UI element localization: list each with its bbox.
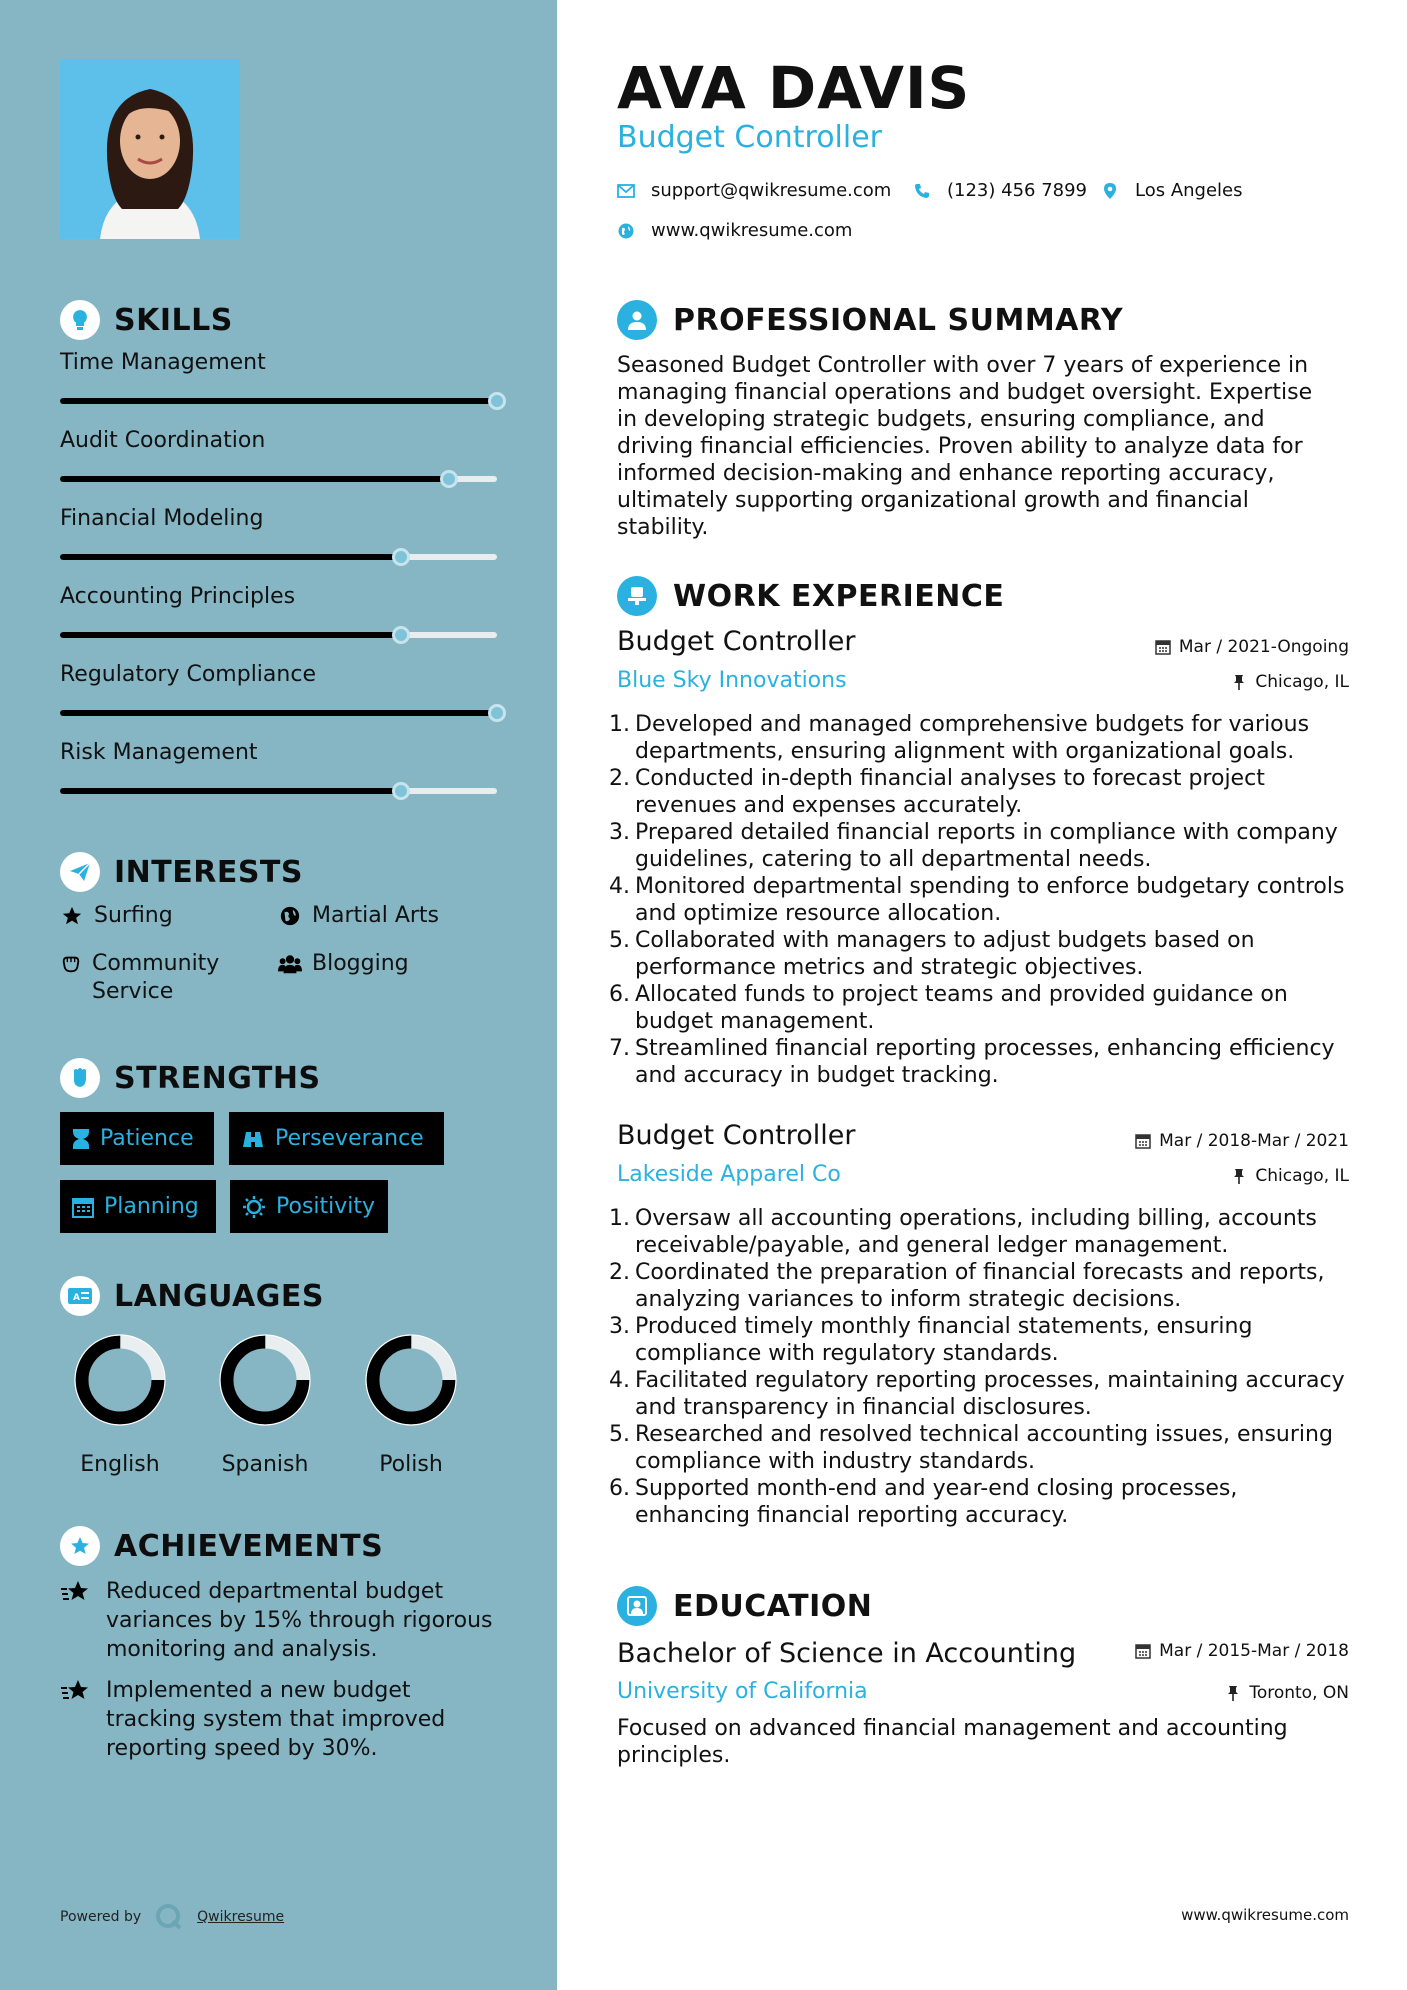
skill-bar-knob bbox=[488, 392, 506, 410]
binoculars-icon bbox=[241, 1129, 265, 1149]
language-ring bbox=[359, 1328, 463, 1432]
achievements-title: ACHIEVEMENTS bbox=[114, 1528, 384, 1564]
hand-icon bbox=[60, 950, 82, 978]
interest-label: Martial Arts bbox=[312, 903, 440, 928]
contact-email bbox=[617, 180, 891, 201]
achievements-heading bbox=[60, 1526, 383, 1566]
phone-text[interactable]: (123) 456 7899 bbox=[947, 180, 1088, 201]
language-label: Polish bbox=[379, 1452, 443, 1477]
powered-by-label: Powered by bbox=[60, 1909, 142, 1925]
calendar-icon bbox=[72, 1196, 94, 1218]
duty-text: Allocated funds to project teams and provided guidance on budget management. bbox=[635, 982, 1288, 1034]
language-item bbox=[60, 1328, 180, 1477]
summary-title: PROFESSIONAL SUMMARY bbox=[673, 302, 1124, 338]
skill-bar-knob bbox=[392, 782, 410, 800]
job-dates-text: Mar / 2018-Mar / 2021 bbox=[1159, 1131, 1349, 1151]
duty-number: 3. bbox=[609, 1314, 630, 1339]
duty-number: 2. bbox=[609, 1260, 630, 1285]
language-card-icon bbox=[60, 1276, 100, 1316]
skill-bar-knob bbox=[392, 548, 410, 566]
qwikresume-link[interactable]: Qwikresume bbox=[197, 1909, 285, 1925]
skill-item bbox=[60, 662, 500, 740]
skill-bar-fill bbox=[60, 398, 497, 404]
strength-badge bbox=[60, 1112, 214, 1165]
education-title: EDUCATION bbox=[673, 1588, 873, 1624]
duty-item bbox=[609, 873, 1357, 927]
strength-badge bbox=[230, 1180, 388, 1233]
duty-text: Facilitated regulatory reporting processes, maintaining accuracy and transparency in financial disclosures. bbox=[635, 1368, 1345, 1420]
skill-bar-knob bbox=[440, 470, 458, 488]
experience-title: WORK EXPERIENCE bbox=[673, 578, 1005, 614]
job-company: Blue Sky Innovations bbox=[617, 668, 847, 693]
duty-number: 3. bbox=[609, 820, 630, 845]
duty-number: 1. bbox=[609, 1206, 630, 1231]
contact-website bbox=[617, 220, 852, 241]
duty-text: Coordinated the preparation of financial forecasts and reports, analyzing variances to inform strategic decisions. bbox=[635, 1260, 1325, 1312]
skills-title: SKILLS bbox=[114, 302, 233, 338]
job-duties bbox=[609, 711, 1357, 1089]
duty-number: 4. bbox=[609, 874, 630, 899]
strength-badge bbox=[60, 1180, 216, 1233]
strengths-title: STRENGTHS bbox=[114, 1060, 321, 1096]
duty-number: 6. bbox=[609, 982, 630, 1007]
duty-text: Conducted in-depth financial analyses to forecast project revenues and expenses accurately. bbox=[635, 766, 1265, 818]
shooting-star-icon bbox=[60, 1577, 92, 1607]
skill-label: Financial Modeling bbox=[60, 506, 264, 531]
strength-label: Positivity bbox=[276, 1194, 376, 1219]
location-text: Los Angeles bbox=[1135, 180, 1243, 201]
website-text[interactable]: www.qwikresume.com bbox=[651, 220, 853, 241]
strength-label: Perseverance bbox=[275, 1126, 424, 1151]
duty-item bbox=[609, 765, 1357, 819]
strength-badge bbox=[229, 1112, 444, 1165]
skill-label: Risk Management bbox=[60, 740, 258, 765]
job-dates bbox=[1155, 637, 1349, 657]
calendar-icon bbox=[1135, 1643, 1151, 1659]
duty-item bbox=[609, 1367, 1357, 1421]
users-icon bbox=[278, 950, 302, 978]
strength-label: Planning bbox=[104, 1194, 199, 1219]
duty-number: 5. bbox=[609, 1422, 630, 1447]
duty-text: Streamlined financial reporting processes, enhancing efficiency and accuracy in budget tracking. bbox=[635, 1036, 1335, 1088]
qwikresume-logo-icon bbox=[155, 1903, 183, 1931]
skill-bar-fill bbox=[60, 710, 497, 716]
phone-icon bbox=[913, 182, 931, 200]
skill-bar-knob bbox=[488, 704, 506, 722]
globe-icon bbox=[617, 222, 635, 240]
pushpin-icon bbox=[1231, 674, 1247, 690]
interest-label: Surfing bbox=[94, 903, 173, 928]
interest-item bbox=[278, 902, 439, 930]
skill-bar-fill bbox=[60, 788, 401, 794]
skill-bar bbox=[60, 632, 497, 638]
job-title: Budget Controller bbox=[617, 1120, 856, 1151]
skill-item bbox=[60, 740, 500, 818]
skill-bar bbox=[60, 398, 497, 404]
job-location-text: Chicago, IL bbox=[1255, 1166, 1349, 1186]
profile-photo bbox=[60, 59, 240, 239]
briefcase-icon bbox=[617, 576, 657, 616]
graduate-icon bbox=[617, 1586, 657, 1626]
duty-item bbox=[609, 1205, 1357, 1259]
skill-item bbox=[60, 428, 500, 506]
fist-icon bbox=[60, 1058, 100, 1098]
experience-heading bbox=[617, 576, 1004, 616]
globe-icon bbox=[278, 902, 302, 930]
interest-item bbox=[60, 950, 260, 1006]
duty-item bbox=[609, 1421, 1357, 1475]
job-dates bbox=[1135, 1131, 1349, 1151]
duty-number: 4. bbox=[609, 1368, 630, 1393]
skill-bar bbox=[60, 476, 497, 482]
duty-item bbox=[609, 711, 1357, 765]
email-text[interactable]: support@qwikresume.com bbox=[651, 180, 892, 201]
languages-title: LANGUAGES bbox=[114, 1278, 324, 1314]
star-icon bbox=[60, 902, 84, 930]
skill-item bbox=[60, 350, 500, 428]
contact-phone bbox=[913, 180, 1087, 201]
job-location bbox=[1231, 1166, 1349, 1186]
footer-url[interactable]: www.qwikresume.com bbox=[1181, 1906, 1349, 1924]
skill-label: Regulatory Compliance bbox=[60, 662, 316, 687]
skill-item bbox=[60, 506, 500, 584]
education-location bbox=[1225, 1683, 1349, 1703]
skill-bar bbox=[60, 788, 497, 794]
map-pin-icon bbox=[1101, 182, 1119, 200]
skill-label: Accounting Principles bbox=[60, 584, 296, 609]
contact-location bbox=[1101, 180, 1243, 201]
candidate-name: AVA DAVIS bbox=[617, 54, 971, 122]
language-label: English bbox=[80, 1452, 160, 1477]
language-ring bbox=[213, 1328, 317, 1432]
interests-title: INTERESTS bbox=[114, 854, 303, 890]
skill-bar-fill bbox=[60, 476, 449, 482]
user-icon bbox=[617, 300, 657, 340]
duty-text: Monitored departmental spending to enforce budgetary controls and optimize resource allocation. bbox=[635, 874, 1345, 926]
duty-text: Researched and resolved technical accounting issues, ensuring compliance with industry standards. bbox=[635, 1422, 1333, 1474]
strengths-heading bbox=[60, 1058, 321, 1098]
education-location-text: Toronto, ON bbox=[1249, 1683, 1349, 1703]
skill-bar-knob bbox=[392, 626, 410, 644]
duty-number: 7. bbox=[609, 1036, 630, 1061]
interest-label: Community Service bbox=[92, 951, 220, 1004]
duty-item bbox=[609, 819, 1357, 873]
duty-number: 5. bbox=[609, 928, 630, 953]
duty-text: Produced timely monthly financial statements, ensuring compliance with regulatory standards. bbox=[635, 1314, 1253, 1366]
language-label: Spanish bbox=[221, 1452, 309, 1477]
strength-label: Patience bbox=[100, 1126, 194, 1151]
calendar-icon bbox=[1135, 1133, 1151, 1149]
hourglass-icon bbox=[72, 1128, 90, 1150]
svg-text:A: A bbox=[73, 1293, 80, 1303]
achievement-item bbox=[60, 1577, 500, 1664]
language-ring bbox=[68, 1328, 172, 1432]
job-title: Budget Controller bbox=[617, 626, 856, 657]
calendar-icon bbox=[1155, 639, 1171, 655]
education-heading bbox=[617, 1586, 872, 1626]
job-company: Lakeside Apparel Co bbox=[617, 1162, 841, 1187]
duty-text: Collaborated with managers to adjust budgets based on performance metrics and strategic objectives. bbox=[635, 928, 1255, 980]
job-dates-text: Mar / 2021-Ongoing bbox=[1178, 637, 1349, 657]
award-star-icon bbox=[60, 1526, 100, 1566]
lightbulb-icon bbox=[60, 300, 100, 340]
skill-item bbox=[60, 584, 500, 662]
achievement-text: Reduced departmental budget variances by 15% through rigorous monitoring and analysis. bbox=[106, 1579, 493, 1662]
job-duties bbox=[609, 1205, 1357, 1529]
duty-number: 6. bbox=[609, 1476, 630, 1501]
shooting-star-icon bbox=[60, 1676, 92, 1706]
skills-list bbox=[60, 350, 500, 818]
skill-bar-fill bbox=[60, 632, 401, 638]
interest-item bbox=[60, 902, 173, 930]
degree-title: Bachelor of Science in Accounting bbox=[617, 1638, 1077, 1669]
language-item bbox=[351, 1328, 471, 1477]
language-item bbox=[205, 1328, 325, 1477]
duty-number: 2. bbox=[609, 766, 630, 791]
candidate-role: Budget Controller bbox=[617, 120, 883, 155]
education-dates bbox=[1135, 1641, 1349, 1661]
duty-item bbox=[609, 981, 1357, 1035]
main-content bbox=[557, 0, 1407, 1990]
interest-item bbox=[278, 950, 409, 978]
summary-heading bbox=[617, 300, 1123, 340]
duty-text: Developed and managed comprehensive budgets for various departments, ensuring alignment with organizational goals. bbox=[635, 712, 1310, 764]
achievement-item bbox=[60, 1676, 500, 1763]
interest-label: Blogging bbox=[312, 951, 409, 976]
duty-number: 1. bbox=[609, 712, 630, 737]
skill-bar bbox=[60, 554, 497, 560]
education-description: Focused on advanced financial management and accounting principles. bbox=[617, 1716, 1288, 1768]
skill-label: Audit Coordination bbox=[60, 428, 266, 453]
sidebar bbox=[0, 0, 557, 1990]
paper-plane-icon bbox=[60, 852, 100, 892]
sun-icon bbox=[242, 1195, 266, 1219]
duty-text: Supported month-end and year-end closing processes, enhancing financial reporting accuracy. bbox=[635, 1476, 1238, 1528]
interests-heading bbox=[60, 852, 303, 892]
languages-heading bbox=[60, 1276, 324, 1316]
pushpin-icon bbox=[1225, 1685, 1241, 1701]
duty-item bbox=[609, 927, 1357, 981]
skills-heading bbox=[60, 300, 233, 340]
duty-item bbox=[609, 1475, 1357, 1529]
pushpin-icon bbox=[1231, 1168, 1247, 1184]
skill-bar bbox=[60, 710, 497, 716]
skill-label: Time Management bbox=[60, 350, 266, 375]
duty-text: Oversaw all accounting operations, including billing, accounts receivable/payable, and general ledger management. bbox=[635, 1206, 1317, 1258]
achievement-text: Implemented a new budget tracking system that improved reporting speed by 30%. bbox=[106, 1678, 446, 1761]
school-name: University of California bbox=[617, 1679, 868, 1704]
duty-item bbox=[609, 1313, 1357, 1367]
education-dates-text: Mar / 2015-Mar / 2018 bbox=[1159, 1641, 1349, 1661]
job-location bbox=[1231, 672, 1349, 692]
duty-text: Prepared detailed financial reports in compliance with company guidelines, catering to all departmental needs. bbox=[635, 820, 1338, 872]
envelope-icon bbox=[617, 182, 635, 200]
powered-by bbox=[60, 1903, 284, 1931]
skill-bar-fill bbox=[60, 554, 401, 560]
duty-item bbox=[609, 1035, 1357, 1089]
job-location-text: Chicago, IL bbox=[1255, 672, 1349, 692]
summary-text: Seasoned Budget Controller with over 7 years of experience in managing financial operations and budget oversight. Expertise in developing strategic budgets, ensuring compliance, and driving financial efficiencies. Proven ability to analyze data for informed decision-making and enhance reporting accuracy, ultimately supporting organizational growth and financial stability. bbox=[617, 353, 1313, 540]
duty-item bbox=[609, 1259, 1357, 1313]
